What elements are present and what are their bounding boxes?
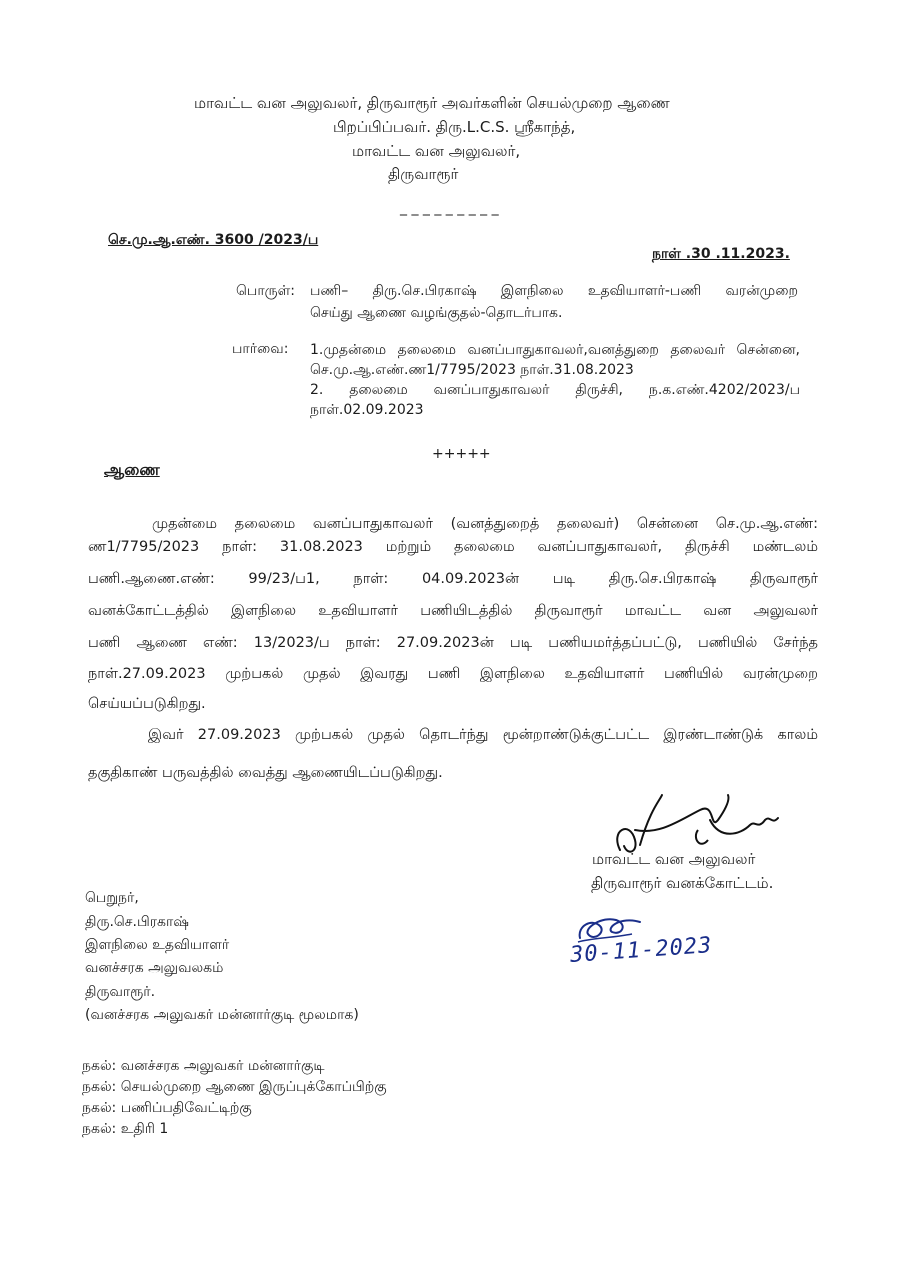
body-line: செய்யப்படுகிறது. [88, 696, 206, 712]
recipient-line: வனச்சரக அலுவலகம் [85, 960, 224, 976]
reference-line: 1.முதன்மை தலைமை வனப்பாதுகாவலர்,வனத்துறை தலைவர் சென்னை, [310, 342, 800, 358]
recipient-line: பெறுநர், [85, 890, 139, 906]
copy-line: நகல்: செயல்முறை ஆணை இருப்புக்கோப்பிற்கு [82, 1079, 387, 1095]
body-line: பணி ஆணை எண்: 13/2023/ப நாள்: 27.09.2023ன் படி பணியமர்த்தப்பட்டு, பணியில் சேர்ந்த [88, 635, 818, 651]
body-line: முதன்மை தலைமை வனப்பாதுகாவலர் (வனத்துறைத் தலைவர்) சென்னை செ.மு.ஆ.எண்: [152, 516, 818, 532]
subject-line: செய்து ஆணை வழங்குதல்-தொடர்பாக. [310, 305, 563, 321]
subject-text [310, 280, 798, 324]
reference-date: நாள் .30 .11.2023. [652, 246, 790, 262]
reference-number: செ.மு.ஆ.எண். 3600 /2023/ப [108, 232, 319, 248]
references-text [310, 340, 800, 420]
body-line: வனக்கோட்டத்தில் இளநிலை உதவியாளர் பணியிடத்தில் திருவாரூர் மாவட்ட வன அலுவலர் [88, 603, 818, 619]
recipient-line: திருவாரூர். [85, 984, 156, 1000]
issuer-place: திருவாரூர் [388, 165, 459, 183]
body-line: நாள்.27.09.2023 முற்பகல் முதல் இவரது பணி இளநிலை உதவியாளர் பணியில் வரன்முறை [88, 666, 818, 682]
header-divider: _ _ _ _ _ _ _ _ _ [400, 200, 499, 216]
reference-line: செ.மு.ஆ.எண்.ண1/7795/2023 நாள்.31.08.2023 [310, 362, 634, 378]
recipient-line: இளநிலை உதவியாளர் [85, 937, 230, 953]
issuer-designation: மாவட்ட வன அலுவலர், [352, 142, 521, 160]
order-title: ஆணை [104, 460, 160, 479]
body-line: தகுதிகாண் பருவத்தில் வைத்து ஆணையிடப்படுகிறது. [88, 765, 443, 781]
signatory-designation: மாவட்ட வன அலுவலர் [592, 850, 756, 868]
header-title: மாவட்ட வன அலுவலர், திருவாரூர் அவர்களின் செயல்முறை ஆணை [194, 94, 670, 112]
reference-line: நாள்.02.09.2023 [310, 402, 424, 418]
body-line: ண1/7795/2023 நாள்: 31.08.2023 மற்றும் தலைமை வனப்பாதுகாவலர், திருச்சி மண்டலம் [88, 539, 818, 555]
handwritten-date: 30-11-2023 [569, 933, 714, 968]
issuer-name: பிறப்பிப்பவர். திரு.L.C.S. ஸ்ரீகாந்த், [333, 118, 576, 136]
signatory-office: திருவாரூர் வனக்கோட்டம். [591, 874, 774, 892]
body-line: பணி.ஆணை.எண்: 99/23/ப1, நாள்: 04.09.2023ன் படி திரு.செ.பிரகாஷ் திருவாரூர் [88, 571, 818, 587]
separator: +++++ [432, 446, 491, 462]
body-line: இவர் 27.09.2023 முற்பகல் முதல் தொடர்ந்து மூன்றாண்டுக்குட்பட்ட இரண்டாண்டுக் காலம் [148, 727, 818, 743]
recipient-line: (வனச்சரக அலுவகர் மன்னார்குடி மூலமாக) [85, 1007, 359, 1023]
copy-line: நகல்: உதிரி 1 [82, 1121, 169, 1137]
copy-line: நகல்: வனச்சரக அலுவகர் மன்னார்குடி [82, 1058, 325, 1074]
reference-line: 2. தலைமை வனப்பாதுகாவலர் திருச்சி, ந.க.எண்.4202/2023/ப [310, 382, 800, 398]
subject-line: பணி– திரு.செ.பிரகாஷ் இளநிலை உதவியாளர்-பணி வரன்முறை [310, 283, 798, 299]
subject-label: பொருள்: [236, 283, 295, 299]
recipient-line: திரு.செ.பிரகாஷ் [85, 914, 189, 930]
copy-line: நகல்: பணிப்பதிவேட்டிற்கு [82, 1100, 252, 1116]
references-label: பார்வை: [232, 341, 289, 357]
